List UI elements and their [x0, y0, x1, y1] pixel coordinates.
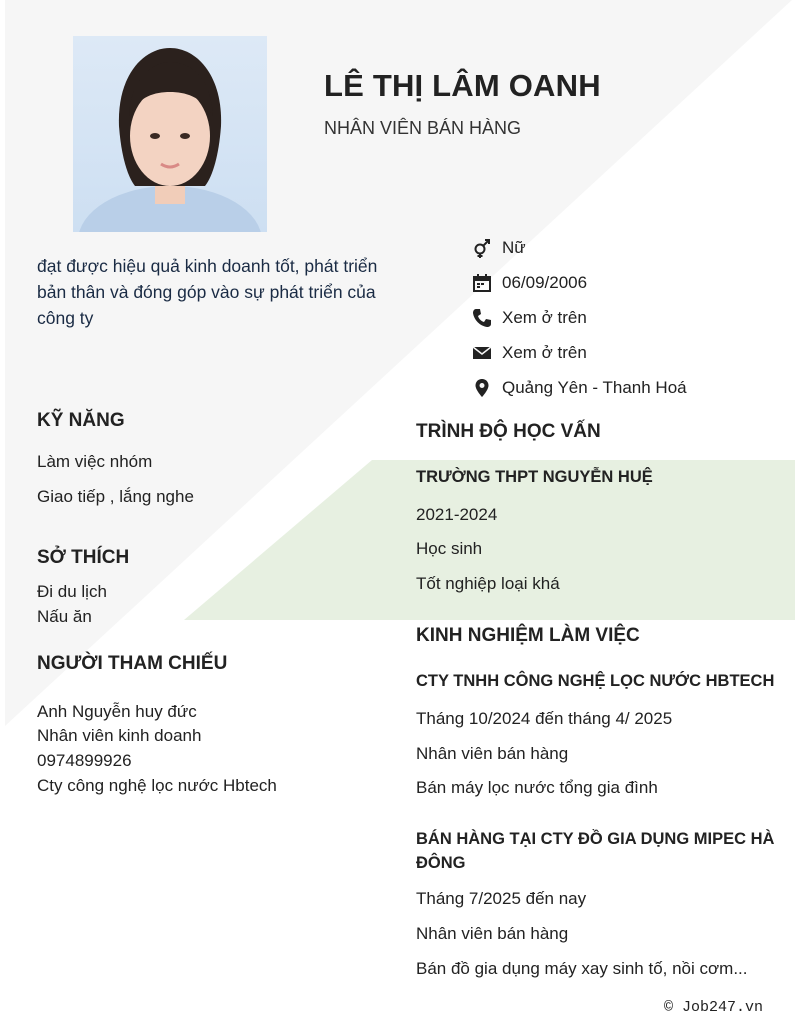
school-name: TRƯỜNG THPT NGUYỄN HUỆ [416, 468, 653, 486]
hobbies-heading: SỞ THÍCH [37, 547, 130, 568]
education-period: 2021-2024 [416, 505, 498, 524]
skills-heading: KỸ NĂNG [37, 410, 125, 431]
calendar-icon [472, 273, 492, 293]
career-objective: đạt được hiệu quả kinh doanh tốt, phát triển bản thân và đóng góp vào sự phát triển của công ty [37, 256, 378, 328]
address-value: Quảng Yên - Thanh Hoá [502, 377, 687, 397]
skill-item: Làm việc nhóm [37, 452, 153, 471]
gender-icon [472, 238, 492, 258]
job-period: Tháng 10/2024 đến tháng 4/ 2025 [416, 709, 673, 728]
skill-item: Giao tiếp , lắng nghe [37, 487, 194, 506]
education-heading: TRÌNH ĐỘ HỌC VẤN [416, 421, 601, 442]
contact-address [472, 370, 792, 405]
candidate-name: LÊ THỊ LÂM OANH [324, 68, 601, 103]
education-note: Tốt nghiệp loại khá [416, 574, 560, 593]
job-company: BÁN HÀNG TẠI CTY ĐỒ GIA DỤNG MIPEC HÀ ĐÔNG [416, 830, 775, 872]
contact-birthday [472, 265, 792, 300]
reference-line: 0974899926 [37, 751, 132, 770]
phone-icon [472, 308, 492, 328]
job-role: Nhân viên bán hàng [416, 924, 569, 943]
avatar-icon [73, 36, 267, 232]
profile-photo [73, 36, 267, 232]
job-company: CTY TNHH CÔNG NGHỆ LỌC NƯỚC HBTECH [416, 672, 775, 690]
birthday-value: 06/09/2006 [502, 272, 588, 292]
contact-gender [472, 230, 792, 265]
footer-watermark: © Job247.vn [663, 999, 763, 1016]
reference-line: Anh Nguyễn huy đức [37, 702, 197, 721]
reference-heading: NGƯỜI THAM CHIẾU [37, 653, 228, 674]
hobby-item: Nấu ăn [37, 607, 92, 626]
contact-phone [472, 300, 792, 335]
hobby-item: Đi du lịch [37, 582, 107, 601]
job-description: Bán máy lọc nước tổng gia đình [416, 778, 658, 797]
location-pin-icon [472, 378, 492, 398]
contact-info [472, 230, 792, 405]
email-icon [472, 343, 492, 363]
gender-value: Nữ [502, 237, 526, 257]
job-role: Nhân viên bán hàng [416, 744, 569, 763]
education-role: Học sinh [416, 539, 483, 558]
reference-line: Cty công nghệ lọc nước Hbtech [37, 776, 277, 795]
reference-line: Nhân viên kinh doanh [37, 726, 202, 745]
phone-value: Xem ở trên [502, 307, 587, 327]
job-period: Tháng 7/2025 đến nay [416, 889, 587, 908]
job-description: Bán đồ gia dụng máy xay sinh tố, nồi cơm... [416, 959, 748, 978]
job-position: NHÂN VIÊN BÁN HÀNG [324, 118, 522, 138]
contact-email [472, 335, 792, 370]
email-value: Xem ở trên [502, 342, 587, 362]
experience-heading: KINH NGHIỆM LÀM VIỆC [416, 625, 640, 646]
